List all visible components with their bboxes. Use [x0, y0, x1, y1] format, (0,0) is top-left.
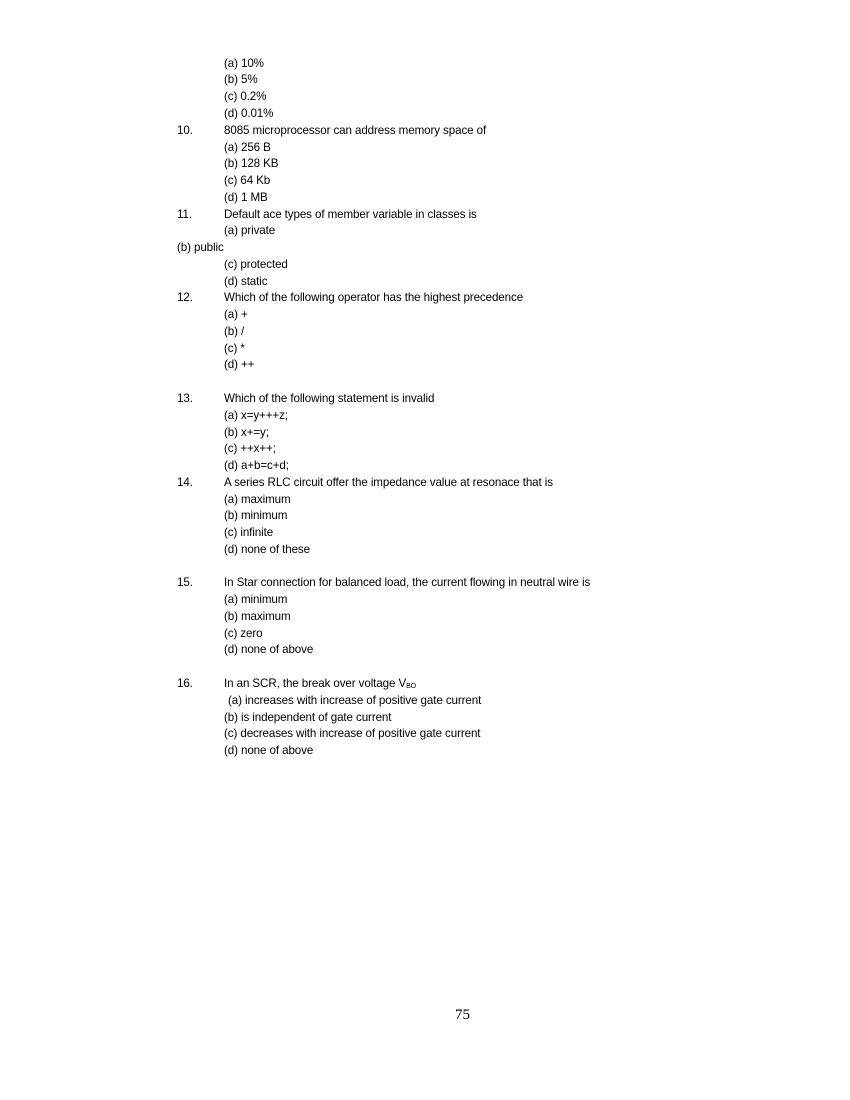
- page-number: 75: [455, 1007, 470, 1023]
- q12-question: Which of the following operator has the highest precedence: [224, 291, 524, 304]
- q13-number: 13.: [177, 392, 193, 405]
- q12-option-c: (c) *: [224, 342, 245, 355]
- q16-question-text: In an SCR, the break over voltage V: [224, 677, 407, 690]
- q12-option-b: (b) /: [224, 325, 245, 338]
- q9-option-d: (d) 0.01%: [224, 107, 274, 120]
- q14-option-b: (b) minimum: [224, 509, 288, 522]
- q10-question: 8085 microprocessor can address memory space of: [224, 124, 487, 137]
- q11-option-b: (b) public: [177, 241, 224, 254]
- q12-option-d: (d) ++: [224, 358, 255, 371]
- q16-question: [224, 677, 416, 691]
- q16-option-c: (c) decreases with increase of positive gate current: [224, 727, 481, 740]
- q13-option-b: (b) x+=y;: [224, 426, 269, 439]
- q12-option-a: (a) +: [224, 308, 248, 321]
- q13-option-a: (a) x=y+++z;: [224, 409, 288, 422]
- q16-number: 16.: [177, 677, 193, 690]
- q11-option-a: (a) private: [224, 224, 276, 237]
- q13-question: Which of the following statement is invalid: [224, 392, 435, 405]
- q12-number: 12.: [177, 291, 193, 304]
- q10-option-b: (b) 128 KB: [224, 157, 279, 170]
- q10-option-c: (c) 64 Kb: [224, 174, 271, 187]
- q9-option-c: (c) 0.2%: [224, 90, 267, 103]
- q10-number: 10.: [177, 124, 193, 137]
- q14-option-c: (c) infinite: [224, 526, 274, 539]
- q16-option-d: (d) none of above: [224, 744, 314, 757]
- q10-option-a: (a) 256 B: [224, 141, 271, 154]
- q14-question: A series RLC circuit offer the impedance value at resonace that is: [224, 476, 553, 489]
- q11-number: 11.: [177, 208, 192, 221]
- q15-option-d: (d) none of above: [224, 643, 314, 656]
- q9-option-b: (b) 5%: [224, 73, 258, 86]
- q11-question: Default ace types of member variable in classes is: [224, 208, 477, 221]
- q14-option-d: (d) none of these: [224, 543, 310, 556]
- q15-option-b: (b) maximum: [224, 610, 291, 623]
- q15-option-c: (c) zero: [224, 627, 263, 640]
- q15-option-a: (a) minimum: [224, 593, 288, 606]
- q11-option-d: (d) static: [224, 275, 268, 288]
- q16-option-b: (b) is independent of gate current: [224, 711, 392, 724]
- q15-question: In Star connection for balanced load, the current flowing in neutral wire is: [224, 576, 591, 589]
- q14-number: 14.: [177, 476, 193, 489]
- q14-option-a: (a) maximum: [224, 493, 291, 506]
- q13-option-c: (c) ++x++;: [224, 442, 276, 455]
- q16-question-subscript: BO: [406, 683, 417, 690]
- q9-option-a: (a) 10%: [224, 57, 264, 70]
- q13-option-d: (d) a+b=c+d;: [224, 459, 289, 472]
- q10-option-d: (d) 1 MB: [224, 191, 268, 204]
- q11-option-c: (c) protected: [224, 258, 288, 271]
- q15-number: 15.: [177, 576, 193, 589]
- q16-option-a: (a) increases with increase of positive gate current: [228, 694, 482, 707]
